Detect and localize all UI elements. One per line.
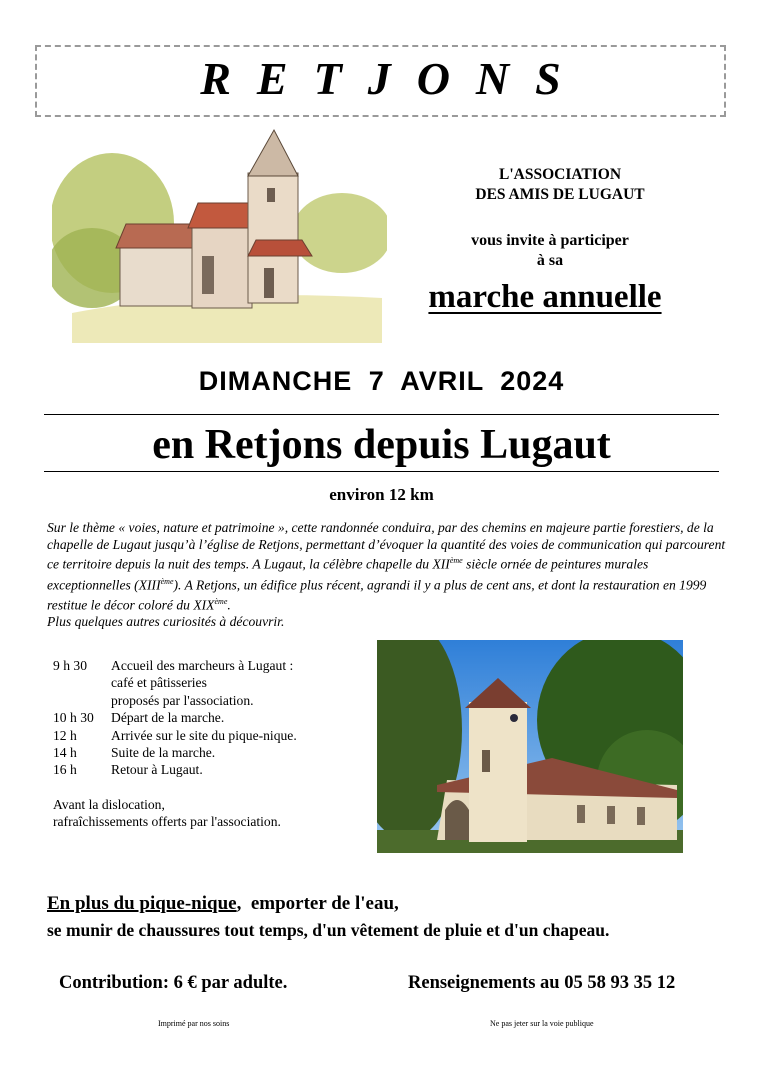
schedule-row bbox=[53, 761, 353, 778]
description-part-4: . bbox=[227, 597, 231, 613]
schedule-text: Départ de la marche. bbox=[111, 710, 225, 726]
schedule-text: café et pâtisseries bbox=[111, 675, 207, 691]
bring-rest: , emporter de l'eau, bbox=[236, 893, 399, 914]
schedule-row bbox=[53, 709, 353, 726]
no-litter-note: Ne pas jeter sur la voie publique bbox=[490, 1019, 594, 1028]
schedule-row bbox=[53, 657, 353, 674]
schedule-note-line-1: Avant la dislocation, bbox=[53, 796, 165, 812]
schedule-row bbox=[53, 727, 353, 744]
schedule-time: 16 h bbox=[53, 762, 77, 778]
description-part-3: ). A Retjons, un édifice plus récent, agrandi il y a plus de cent ans, et dont la restauration en 1999 restitue le décor coloré du XIX bbox=[47, 577, 707, 613]
event-distance: environ 12 km bbox=[329, 485, 434, 504]
schedule-note-line-2: rafraîchissements offerts par l'association. bbox=[53, 814, 281, 830]
description-sup-2: ème bbox=[160, 576, 174, 586]
schedule-time bbox=[53, 674, 111, 691]
association-line-1: L'ASSOCIATION bbox=[498, 166, 622, 183]
schedule-row bbox=[53, 692, 353, 709]
schedule-time: 10 h 30 bbox=[53, 710, 94, 726]
association-name bbox=[430, 165, 690, 205]
schedule-text: Accueil des marcheurs à Lugaut : bbox=[111, 658, 294, 673]
description-sup-1: ème bbox=[449, 556, 463, 566]
event-name: marche annuelle bbox=[428, 279, 662, 315]
schedule-text: Arrivée sur le site du pique-nique. bbox=[111, 727, 297, 743]
contribution-info: Contribution: 6 € par adulte. bbox=[59, 973, 288, 993]
schedule-row bbox=[53, 744, 353, 761]
divider-top bbox=[44, 414, 719, 415]
event-route: en Retjons depuis Lugaut bbox=[152, 422, 611, 468]
invite-line-1: vous invite à participer bbox=[471, 232, 629, 249]
description-part-1: Sur le thème « voies, nature et patrimoine », cette randonnée conduira, par des chemins en majeure partie forestiers, de la chapelle de Lugaut jusqu’à l’église de Retjons, permettant d’évoquer la quantité des voies de communication qui parcourent ce territoire depuis la nuit des temps. A Lugaut, la célèbre chapelle du XII bbox=[47, 520, 726, 572]
schedule-time: 9 h 30 bbox=[53, 658, 87, 673]
schedule-text: proposés par l'association. bbox=[111, 692, 254, 708]
chapel-sketch-image bbox=[52, 128, 387, 343]
schedule-text: Retour à Lugaut. bbox=[111, 762, 203, 778]
description-part-5: Plus quelques autres curiosités à découvrir. bbox=[47, 614, 285, 630]
association-line-2: DES AMIS DE LUGAUT bbox=[475, 186, 645, 203]
schedule-text: Suite de la marche. bbox=[111, 745, 216, 761]
description-part-2: siècle ornée de peintures murales exceptionnelles (XIII bbox=[47, 556, 649, 593]
bring-line-1 bbox=[47, 893, 399, 915]
event-date: DIMANCHE 7 AVRIL 2024 bbox=[198, 366, 565, 396]
schedule-time: 12 h bbox=[53, 727, 77, 743]
schedule-time bbox=[53, 692, 111, 709]
invite-line-2: à sa bbox=[536, 252, 564, 269]
divider-bottom bbox=[44, 471, 719, 472]
page-title: RETJONS bbox=[200, 53, 587, 104]
invitation-text bbox=[420, 231, 680, 271]
description-sup-3: ème bbox=[214, 596, 228, 606]
event-description bbox=[47, 520, 727, 631]
schedule-time: 14 h bbox=[53, 745, 77, 761]
church-photo-image bbox=[377, 640, 683, 853]
printed-note: Imprimé par nos soins bbox=[158, 1019, 230, 1028]
contact-info: Renseignements au 05 58 93 35 12 bbox=[408, 973, 676, 993]
schedule bbox=[53, 657, 353, 831]
schedule-row bbox=[53, 674, 353, 691]
bring-underlined: En plus du pique-nique bbox=[47, 893, 237, 914]
bring-line-2: se munir de chaussures tout temps, d'un vêtement de pluie et d'un chapeau. bbox=[47, 920, 610, 940]
